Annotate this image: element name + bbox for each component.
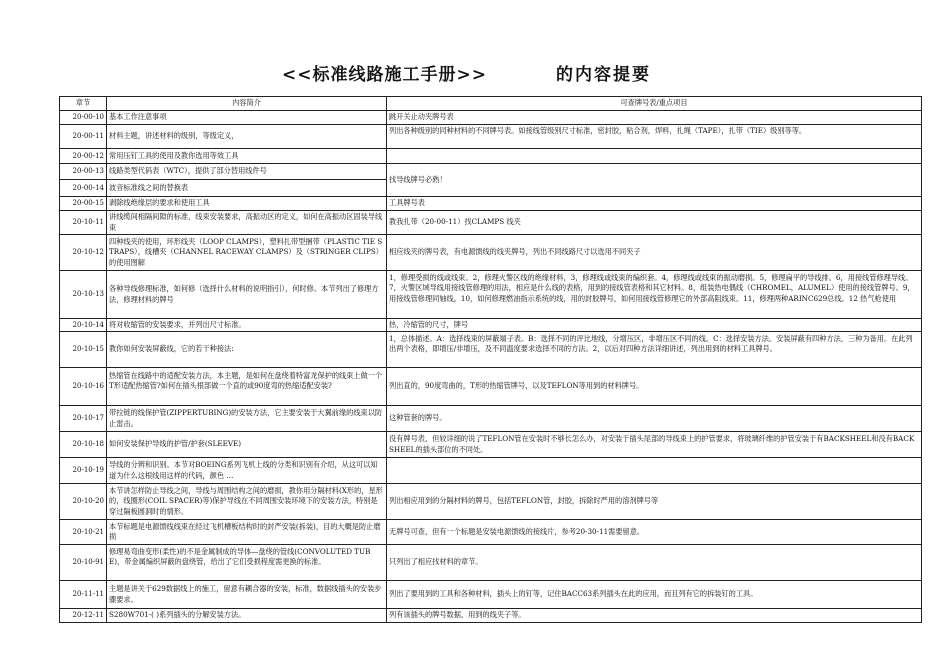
content-summary: 剥除线绝缘层的要求和使用工具 — [107, 197, 387, 211]
content-summary: 常用压钉工具的使用及教你选用等效工具 — [107, 149, 387, 164]
table-row — [60, 197, 922, 211]
reference-items: 列出了要用到的工具和各种材料，插头上的钉等，记住BACC63系列插头在此的应用，而且列有它的拆装钉的工具。 — [387, 581, 922, 609]
reference-items — [387, 125, 922, 149]
content-summary: 线路类型代码表（WTC），提供了部分替用线件号 — [107, 164, 387, 180]
reference-items: 只列出了相应找材料的章节。 — [387, 545, 922, 581]
table-row — [60, 581, 922, 609]
manual-title-suffix: 的内容提要 — [556, 65, 651, 85]
content-summary: 各种导线修理标准，如何修（选择什么材料的说明指引），何时修。本节列出了修理方法，修理材料的牌号 — [107, 271, 387, 319]
reference-items — [387, 432, 922, 458]
chapter-code: 20-10-20 — [60, 484, 107, 520]
chapter-code: 20-10-17 — [60, 406, 107, 432]
reference-items — [387, 458, 922, 484]
table-row — [60, 271, 922, 319]
chapter-code: 20-10-11 — [60, 211, 107, 235]
content-summary — [107, 581, 387, 609]
header-refs: 可查牌号表/重点项目 — [387, 97, 922, 111]
reference-items — [387, 332, 922, 368]
reference-text: 1，总体描述。A：选择线束的屏蔽端子表。B：选择不同的评比地线，分增压区，非增压区不同的线。C：选择安装方法。安装屏蔽有四种方法，三种为备用。在此列出两个表格，即增压/非增压，及不同温度要求选择不同的方法。2，以后对四种方法详细讲述，列出用到的材料工具牌号。 — [389, 333, 913, 353]
summary-text: 本节讲怎样防止导线之间，导线与周围结构之间的磨损，教你用分隔材料(X形的，星形的，线圈形(COIL SPACER)等)保护导线在不同周围安装环境下的安装方法，特别是穿过隔板圆洞时的情形。 — [109, 485, 383, 516]
chapter-code: 20-10-16 — [60, 368, 107, 406]
reference-items: 找导线牌号必熟！ — [387, 164, 922, 197]
reference-items: 热，冷缩管的尺寸，牌号 — [387, 319, 922, 332]
reference-items: 无牌号可查，但有一个标题是安装电源馈线的接线片，参考20-30-11需要留意。 — [387, 520, 922, 545]
summary-text: 讲线缆间相隔间隙的标准，线束安装要求，高振动区的定义，如何在高振动区固装导线束 — [109, 212, 383, 232]
chapter-code: 20-10-18 — [60, 432, 107, 458]
content-summary — [107, 520, 387, 545]
table-row — [60, 484, 922, 520]
table-row — [60, 368, 922, 406]
content-summary — [107, 406, 387, 432]
chapter-code: 20-10-19 — [60, 458, 107, 484]
table-row — [60, 319, 922, 332]
reference-items: 列有该插头的牌号数据，用到的线夹子等。 — [387, 609, 922, 623]
summary-text: 导线的分辨和识别。本节对BOEING系列飞机上线的分类和识别有介绍，从这可以知道为什么这根线用这样的代码，颜色 … — [109, 460, 378, 480]
reference-items: 教我扎带（20-00-11）找CLAMPS 线夹 — [387, 211, 922, 235]
reference-items: 列出相应用到的分隔材料的牌号，包括TEFLON管，封胶，拆除时严用的溶剂牌号等 — [387, 484, 922, 520]
chapter-code: 20-00-10 — [60, 111, 107, 125]
reference-items: 相应线夹的牌号表，有电源馈线的线夹牌号，列出不同线路尺寸以选用不同夹子 — [387, 235, 922, 271]
content-summary — [107, 484, 387, 520]
table-row — [60, 235, 922, 271]
content-summary: 教你如何安装屏蔽线，它的若干种接法: — [107, 332, 387, 368]
chapter-code: 20-00-15 — [60, 197, 107, 211]
chapter-code: 20-00-13 — [60, 164, 107, 180]
chapter-code: 20-10-14 — [60, 319, 107, 332]
summary-text: 带拉链的线保护管(ZIPPERTUBING)的安装方法，它主要安装于大翼前缘的线束以防止雷击。 — [109, 408, 383, 428]
content-summary: 波音标准线之间的替换表 — [107, 180, 387, 197]
chapter-code: 20-10-91 — [60, 545, 107, 581]
manual-title: <<标准线路施工手册>> — [282, 65, 487, 85]
reference-text: 列出各种级别的同种材料的不同牌号表。如接线管级别尺寸标准，密封胶，粘合剂，焊料，扎绳（TAPE），扎带（TIE）级别等等。 — [389, 126, 807, 135]
content-summary — [107, 368, 387, 406]
reference-items — [387, 271, 922, 319]
table-row — [60, 432, 922, 458]
document-title — [0, 58, 950, 90]
chapter-code: 20-00-14 — [60, 180, 107, 197]
table-row — [60, 164, 922, 180]
chapter-code: 20-10-13 — [60, 271, 107, 319]
summary-text: 四种线夹的使用，环形线夹（LOOP CLAMPS），塑料扎带型捆带（PLASTIC TIE STRAPS），线槽夹（CHANNEL RACEWAY CLAMPS）及（STRINGER CLIPS）的使用图解 — [109, 236, 383, 267]
chapter-code: 20-12-11 — [60, 609, 107, 623]
reference-text: 没有牌号表，但较详细的说了TEFLON管在安装时不够长怎么办，对安装于插头尾部的导线束上的护管要求，将玻璃纤维的护管安装于有BACKSHEEL和没有BACKSHEEL的插头部位的不同处。 — [389, 434, 915, 454]
content-summary: S280W701-( )系列插头的分解安装方法。 — [107, 609, 387, 623]
summary-text: 热缩管在线路中的适配安装方法，本主题，是如何在盘绕着特富龙保护的线束上做一个T形适配热缩管?如何在插头根部做一个直的或90度弯的热缩适配安装? — [109, 370, 383, 390]
reference-items: 跳开关止动夹牌号表 — [387, 111, 922, 125]
chapter-code: 20-00-11 — [60, 125, 107, 149]
summary-text: 主题是讲关于629数据线上的施工，留意有耦合器的安装，标准，数据线插头的安装步骤要求。 — [109, 584, 382, 604]
header-summary: 内容简介 — [107, 97, 387, 111]
table-row — [60, 211, 922, 235]
content-summary: 基本工作注意事项 — [107, 111, 387, 125]
summary-text: 本节标题是电源馈线线束在经过飞机槽板结构时的封严安装(拆装)，目的大概是防止磨损 — [109, 521, 381, 541]
reference-text: 1，修理受损的线或线束。2，修理火警区线的绝缘材料，3，修理线或线束的编织套。4，修理线或线束的振动磨损。5，修理扁平的导线排。6，用接线管修理导线。7，火警区域导线用接线管修理的用法，相应是什么线的表格，用到的接线管表格和其它材料。8，组装热电偶线（CHROMEL，ALUMEL）使用的接线管牌号。9，用接线管修理同轴线。10，如何修理燃油指示系统的线，用的封胶牌号，如何用接线管修理它的外部高阻线束。11，修理两种ARINC629总线。12 热气枪使用 — [389, 272, 915, 303]
table-row — [60, 545, 922, 581]
content-summary: 将对收缩管的安装要求，并列出尺寸标准。 — [107, 319, 387, 332]
reference-items — [387, 149, 922, 164]
table-row — [60, 520, 922, 545]
content-summary: 如何安装保护导线的护管/护套(SLEEVE) — [107, 432, 387, 458]
chapter-code: 20-11-11 — [60, 581, 107, 609]
reference-items: 工具牌号表 — [387, 197, 922, 211]
content-summary: 材料主题，讲述材料的级别，等级定义， — [107, 125, 387, 149]
content-summary — [107, 545, 387, 581]
content-summary — [107, 235, 387, 271]
chapter-code: 20-10-12 — [60, 235, 107, 271]
header-row — [60, 97, 922, 111]
chapter-code: 20-00-12 — [60, 149, 107, 164]
table-row — [60, 149, 922, 164]
content-summary — [107, 458, 387, 484]
chapter-code: 20-10-21 — [60, 520, 107, 545]
reference-items: 列出直的，90度弯曲的，T形的热缩管牌号，以及TEFLON等用到的材料牌号。 — [387, 368, 922, 406]
table-row — [60, 111, 922, 125]
summary-text: 修理易弯曲变形(柔性)的不是金属制成的导体—盘绕的管线(CONVOLUTED TUBE)，带金属编织屏蔽的盘绕管，给出了它们受损程度需更换的标准。 — [109, 546, 371, 566]
reference-items: 这种管套的牌号。 — [387, 406, 922, 432]
chapter-code: 20-10-15 — [60, 332, 107, 368]
content-summary — [107, 211, 387, 235]
table-row — [60, 332, 922, 368]
table-row — [60, 609, 922, 623]
table-row — [60, 125, 922, 149]
table-row — [60, 406, 922, 432]
contents-table — [59, 96, 922, 623]
table-row — [60, 458, 922, 484]
header-chapter: 章节 — [60, 97, 107, 111]
